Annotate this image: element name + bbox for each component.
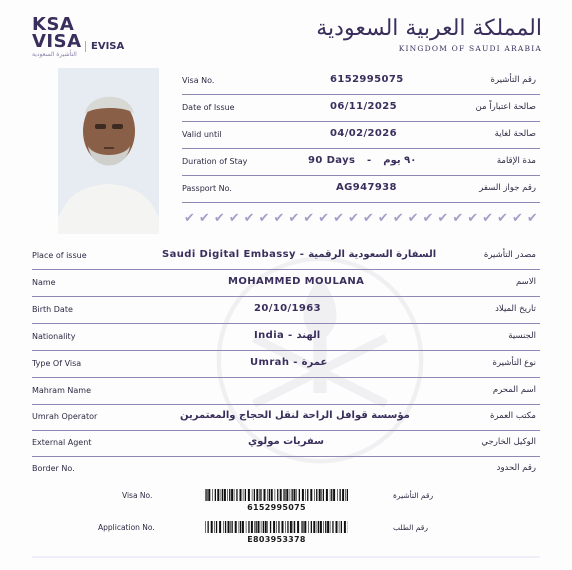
passport-number-label-ar: رقم جواز السفر (479, 183, 536, 193)
date-of-issue-row (182, 97, 540, 122)
border-number-label-ar: رقم الحدود (496, 463, 536, 473)
birth-date-value: 20/10/1963 (254, 303, 321, 314)
birth-date-label: Birth Date (32, 305, 73, 314)
duration-of-stay-label: Duration of Stay (182, 157, 248, 166)
checkmark-icon: ✔ (228, 211, 240, 226)
visa-type-row (32, 353, 540, 378)
kingdom-name-en: KINGDOM OF SAUDI ARABIA (398, 44, 542, 53)
valid-until-value: 04/02/2026 (330, 128, 397, 139)
security-checkmark-strip (184, 211, 540, 227)
visa-number-value: 6152995075 (330, 74, 404, 85)
place-of-issue-label-ar: مصدر التأشيرة (483, 250, 536, 260)
umrah-operator-row (32, 406, 540, 431)
checkmark-icon: ✔ (347, 211, 359, 226)
umrah-operator-value: مؤسسة قوافل الراحة لنقل الحجاج والمعتمرين (180, 410, 410, 421)
checkmark-icon: ✔ (467, 211, 479, 226)
checkmark-icon: ✔ (422, 211, 434, 226)
portrait-illustration (58, 68, 159, 234)
logo-line2: VISA (32, 31, 82, 52)
external-agent-value: سفريات مولوي (248, 436, 324, 447)
umrah-operator-label: Umrah Operator (32, 412, 98, 421)
checkmark-icon: ✔ (258, 211, 270, 226)
checkmark-icon: ✔ (362, 211, 374, 226)
name-value: MOHAMMED MOULANA (228, 276, 365, 287)
ksa-visa-logo (32, 16, 82, 58)
checkmark-icon: ✔ (318, 211, 330, 226)
footer-divider (32, 556, 540, 558)
name-row (32, 272, 540, 297)
barcode-application-number: E803953378 (247, 535, 306, 544)
checkmark-icon: ✔ (198, 211, 210, 226)
checkmark-icon: ✔ (303, 211, 315, 226)
mahram-name-label-ar: اسم المحرم (492, 385, 536, 395)
passport-number-value: AG947938 (336, 182, 397, 193)
name-label: Name (32, 278, 56, 287)
checkmark-icon: ✔ (288, 211, 300, 226)
name-label-ar: الاسم (516, 277, 536, 287)
logo-subtitle: التأشيرة السعودية (32, 51, 77, 58)
passport-number-row (182, 178, 540, 203)
checkmark-icon: ✔ (392, 211, 404, 226)
duration-of-stay-label-ar: مدة الإقامة (496, 156, 536, 166)
checkmark-icon: ✔ (184, 211, 195, 226)
checkmark-icon: ✔ (243, 211, 255, 226)
barcode-application-label-ar: رقم الطلب (393, 523, 428, 532)
external-agent-label-ar: الوكيل الخارجي (481, 437, 536, 447)
checkmark-icon: ✔ (333, 211, 344, 226)
valid-until-label: Valid until (182, 130, 222, 139)
kingdom-header (316, 16, 542, 53)
mahram-name-label: Mahram Name (32, 386, 92, 395)
visa-type-value: Umrah - عمرة (250, 357, 328, 368)
visa-number-label-ar: رقم التأشيرة (490, 75, 536, 85)
logo-line1: KSA (32, 14, 75, 35)
visa-number-barcode (205, 489, 348, 501)
barcode-visa-label-ar: رقم التأشيرة (393, 491, 434, 500)
birth-date-row (32, 299, 540, 324)
visa-number-row (182, 70, 540, 95)
checkmark-icon: ✔ (497, 211, 508, 226)
visa-number-label: Visa No. (182, 76, 215, 85)
date-of-issue-label-ar: صالحة اعتباراً من (475, 102, 536, 112)
place-of-issue-row (32, 245, 540, 270)
checkmark-icon: ✔ (377, 211, 389, 226)
barcode-visa-label: Visa No. (122, 491, 153, 500)
visa-type-label-ar: نوع التأشيرة (492, 358, 536, 368)
duration-of-stay-row (182, 151, 540, 176)
nationality-label: Nationality (32, 332, 76, 341)
checkmark-icon: ✔ (526, 211, 538, 226)
border-number-label: Border No. (32, 464, 75, 473)
barcode-visa-number: 6152995075 (247, 503, 306, 512)
valid-until-row (182, 124, 540, 149)
checkmark-icon: ✔ (213, 211, 225, 226)
checkmark-icon: ✔ (482, 211, 494, 226)
mahram-name-row (32, 380, 540, 405)
nationality-label-ar: الجنسية (508, 331, 536, 341)
birth-date-label-ar: تاريخ الميلاد (495, 304, 536, 314)
checkmark-icon: ✔ (437, 211, 449, 226)
place-of-issue-value: Saudi Digital Embassy - السفارة السعودية الرقمية (162, 249, 437, 260)
external-agent-label: External Agent (32, 438, 92, 447)
duration-of-stay-value: 90 Days - ٩٠ يوم (308, 155, 417, 166)
nationality-row (32, 326, 540, 351)
applicant-photo (58, 68, 159, 234)
checkmark-icon: ✔ (452, 211, 464, 226)
checkmark-icon: ✔ (407, 211, 419, 226)
passport-number-label: Passport No. (182, 184, 232, 193)
border-number-row (32, 458, 540, 482)
barcode-application-label: Application No. (98, 523, 155, 532)
checkmark-icon: ✔ (511, 211, 523, 226)
application-number-barcode (205, 521, 348, 533)
umrah-operator-label-ar: مكتب العمرة (490, 411, 536, 421)
place-of-issue-label: Place of issue (32, 251, 87, 260)
nationality-value: India - الهند (254, 330, 321, 341)
evisa-logo: EVISA (85, 41, 124, 52)
kingdom-name-ar: المملكة العربية السعودية (316, 16, 542, 41)
valid-until-label-ar: صالحة لغاية (494, 129, 536, 139)
visa-type-label: Type Of Visa (32, 359, 82, 368)
date-of-issue-label: Date of Issue (182, 103, 235, 112)
external-agent-row (32, 432, 540, 457)
date-of-issue-value: 06/11/2025 (330, 101, 397, 112)
checkmark-icon: ✔ (273, 211, 285, 226)
